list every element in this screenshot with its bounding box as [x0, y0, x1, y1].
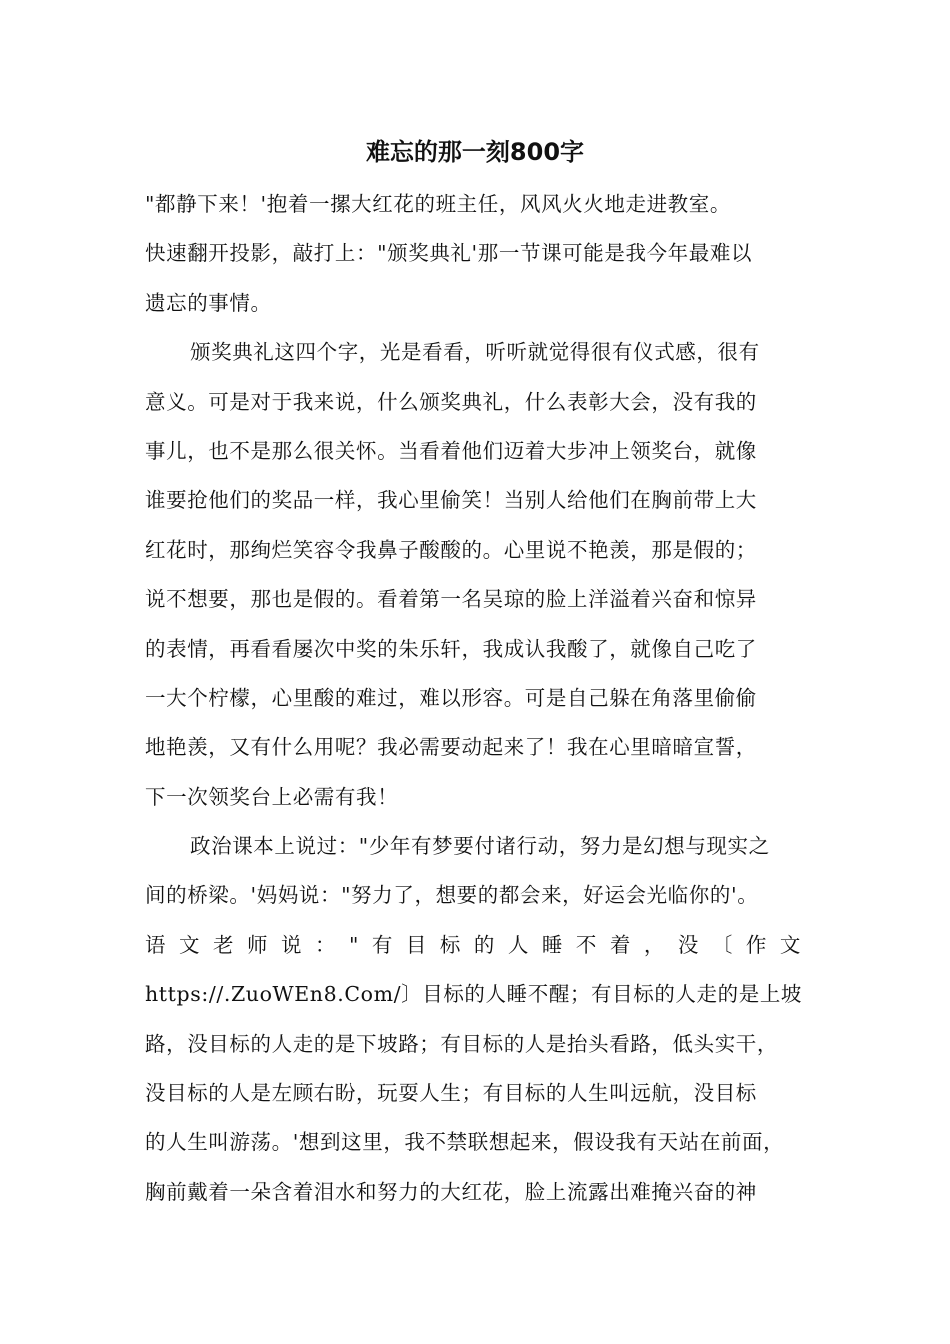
text-line: 红花时，那绚烂笑容令我鼻子酸酸的。心里说不艳羡，那是假的； [145, 537, 757, 562]
text-line: 胸前戴着一朵含着泪水和努力的大红花，脸上流露出难掩兴奋的神 [145, 1179, 757, 1204]
text-line: 地艳羡，又有什么用呢？我必需要动起来了！我在心里暗暗宣誓， [145, 735, 757, 760]
paragraph-first-line: 颁奖典礼这四个字，光是看看，听听就觉得很有仪式感，很有 [190, 340, 760, 365]
document-body [145, 180, 825, 1217]
text-line: 一大个柠檬，心里酸的难过，难以形容。可是自己躲在角落里偷偷 [145, 685, 757, 710]
text-line: 快速翻开投影，敲打上："颁奖典礼'那一节课可能是我今年最难以 [145, 241, 753, 266]
text-line: 下一次领奖台上必需有我！ [145, 784, 399, 809]
text-line: 的表情，再看看屡次中奖的朱乐轩，我成认我酸了，就像自己吃了 [145, 636, 757, 661]
text-line: "都静下来！'抱着一摞大红花的班主任，风风火火地走进教室。 [145, 192, 731, 216]
text-line: 路，没目标的人走的是下坡路；有目标的人是抬头看路，低头实干， [145, 1031, 778, 1056]
text-line: 没目标的人是左顾右盼，玩耍人生；有目标的人生叫远航，没目标 [145, 1081, 757, 1106]
document-title: 难忘的那一刻800字 [365, 138, 585, 166]
text-line: 谁要抢他们的奖品一样，我心里偷笑！当别人给他们在胸前带上大 [145, 488, 757, 513]
text-line: 意义。可是对于我来说，什么颁奖典礼，什么表彰大会，没有我的 [145, 389, 757, 414]
text-line: 间的桥梁。'妈妈说："努力了，想要的都会来，好运会光临你的'。 [145, 883, 759, 908]
text-line: 遗忘的事情。 [145, 290, 272, 315]
text-line: 的人生叫游荡。'想到这里，我不禁联想起来，假设我有天站在前面， [145, 1130, 785, 1155]
text-line: 说不想要，那也是假的。看着第一名吴琼的脸上洋溢着兴奋和惊异 [145, 587, 757, 612]
paragraph-first-line: 政治课本上说过："少年有梦要付诸行动，努力是幻想与现实之 [190, 834, 770, 859]
text-line: https://.ZuoWEn8.Com/〕目标的人睡不醒；有目标的人走的是上坡 [145, 982, 803, 1007]
text-line: 事儿，也不是那么很关怀。当看着他们迈着大步冲上领奖台，就像 [145, 438, 757, 463]
text-line: 语文老师说："有目标的人睡不着，没〔作文 [145, 932, 814, 957]
